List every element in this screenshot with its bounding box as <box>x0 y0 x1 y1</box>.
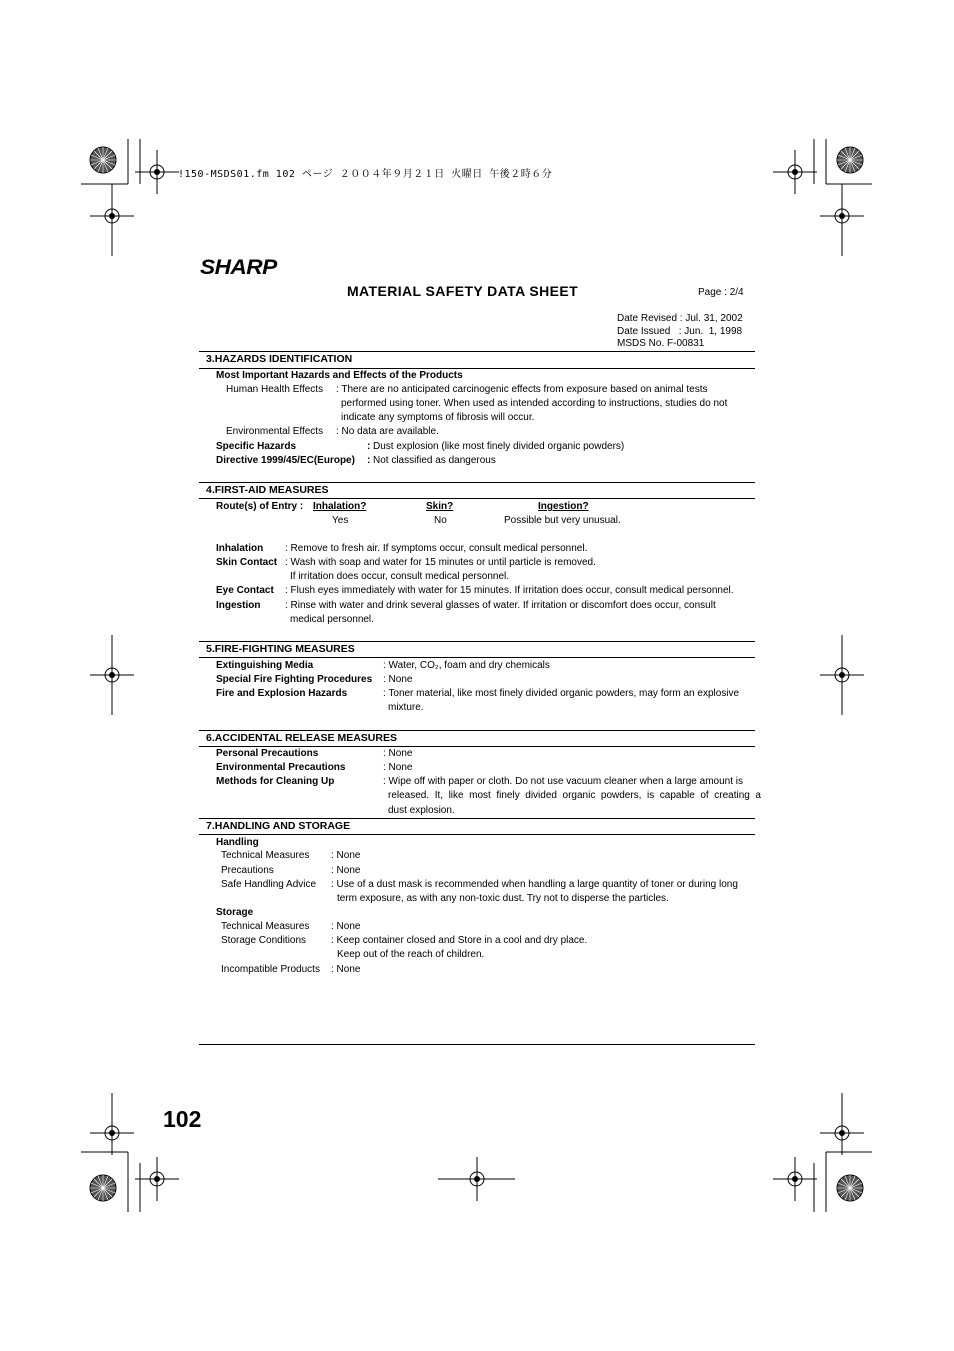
field-value: : None <box>331 850 361 861</box>
subsection-heading: Storage <box>216 907 254 918</box>
divider <box>199 818 755 819</box>
star-target-icon <box>837 147 863 173</box>
sharp-logo: SHARP <box>200 256 277 279</box>
field-value: : Wash with soap and water for 15 minutes or until particle is removed. <box>285 557 596 568</box>
field-label: Storage Conditions <box>221 935 307 946</box>
field-value: : Use of a dust mask is recommended when handling a large quantity of toner or during long <box>331 879 738 890</box>
field-label: Inhalation <box>216 543 264 554</box>
footer-divider <box>199 1044 755 1045</box>
field-label: Methods for Cleaning Up <box>216 776 335 787</box>
field-value: : There are no anticipated carcinogenic effects from exposure based on animal tests <box>336 384 708 395</box>
field-value: : None <box>331 865 361 876</box>
colon: : <box>367 455 371 466</box>
field-label: Personal Precautions <box>216 748 319 759</box>
field-label: Directive 1999/45/EC(Europe) <box>216 455 355 466</box>
section-heading: 5.FIRE-FIGHTING MEASURES <box>206 643 355 655</box>
cell-value: No <box>434 515 447 526</box>
document-title: MATERIAL SAFETY DATA SHEET <box>347 283 579 299</box>
file-header-line: !150-MSDS01.fm 102 ページ ２００４年９月２１日 火曜日 午後２時６分 <box>178 169 553 180</box>
field-value: performed using toner. When used as intended according to instructions, studies do not <box>341 398 728 409</box>
field-value: released. It, like most finely divided organic powders, is capable of creating a <box>388 790 761 801</box>
cell-value: Yes <box>332 515 349 526</box>
date-revised: Date Revised : Jul. 31, 2002 <box>617 313 743 324</box>
field-label: Technical Measures <box>221 850 310 861</box>
field-value: : Remove to fresh air. If symptoms occur, consult medical personnel. <box>285 543 588 554</box>
registration-mark-icon <box>773 1157 817 1201</box>
field-value: dust explosion. <box>388 805 455 816</box>
field-label: Precautions <box>221 865 274 876</box>
field-label: Route(s) of Entry : <box>216 501 304 512</box>
field-value: : Flush eyes immediately with water for 15 minutes. If irritation does occur, consult medical personnel. <box>285 585 734 596</box>
field-value: term exposure, as with any non-toxic dust. Try not to disperse the particles. <box>337 893 669 904</box>
field-value: : None <box>331 964 361 975</box>
field-value: : No data are available. <box>336 426 439 437</box>
field-value: Not classified as dangerous <box>373 455 496 466</box>
section-heading: 7.HANDLING AND STORAGE <box>206 820 351 832</box>
column-header: Ingestion? <box>538 501 589 512</box>
field-label: Safe Handling Advice <box>221 879 317 890</box>
column-header: Skin? <box>426 501 454 512</box>
field-value: mixture. <box>388 702 424 713</box>
field-value: : Keep container closed and Store in a cool and dry place. <box>331 935 588 946</box>
field-label: Environmental Precautions <box>216 762 346 773</box>
field-label: Eye Contact <box>216 585 274 596</box>
section-heading: 6.ACCIDENTAL RELEASE MEASURES <box>206 732 397 744</box>
subsection-heading: Handling <box>216 837 259 848</box>
field-label: Specific Hazards <box>216 441 297 452</box>
divider <box>199 730 755 731</box>
divider <box>199 641 755 642</box>
field-label: Skin Contact <box>216 557 278 568</box>
registration-mark-icon <box>773 150 817 194</box>
section-heading: 4.FIRST-AID MEASURES <box>206 484 329 496</box>
column-header: Inhalation? <box>313 501 367 512</box>
divider <box>199 834 755 835</box>
registration-mark-icon <box>135 150 179 194</box>
field-label: Special Fire Fighting Procedures <box>216 674 373 685</box>
subsection-heading: Most Important Hazards and Effects of the Products <box>216 370 463 381</box>
field-label: Human Health Effects <box>226 384 324 395</box>
page-label: Page : 2/4 <box>698 287 744 298</box>
field-value: : Water, CO₂, foam and dry chemicals <box>383 660 550 671</box>
msds-number: MSDS No. F-00831 <box>617 338 705 349</box>
field-value: If irritation does occur, consult medical personnel. <box>290 571 509 582</box>
cell-value: Possible but very unusual. <box>504 515 621 526</box>
field-value: : None <box>383 674 413 685</box>
divider <box>199 657 755 658</box>
divider <box>199 351 755 352</box>
star-target-icon <box>90 147 116 173</box>
field-value: : Wipe off with paper or cloth. Do not use vacuum cleaner when a large amount is <box>383 776 744 787</box>
field-value: Dust explosion (like most finely divided organic powders) <box>373 441 625 452</box>
field-label: Extinguishing Media <box>216 660 314 671</box>
colon: : <box>367 441 371 452</box>
field-value: indicate any symptoms of fibrosis will occur. <box>341 412 535 423</box>
date-issued: Date Issued : Jun. 1, 1998 <box>617 326 743 337</box>
registration-mark-icon <box>135 1157 179 1201</box>
page-number: 102 <box>163 1106 202 1132</box>
field-value: : None <box>383 762 413 773</box>
star-target-icon <box>837 1175 863 1201</box>
field-label: Incompatible Products <box>221 964 320 975</box>
field-label: Fire and Explosion Hazards <box>216 688 348 699</box>
divider <box>199 482 755 483</box>
field-label: Technical Measures <box>221 921 310 932</box>
field-value: : None <box>383 748 413 759</box>
field-label: Environmental Effects <box>226 426 324 437</box>
field-label: Ingestion <box>216 600 261 611</box>
field-value: : Toner material, like most finely divided organic powders, may form an explosive <box>383 688 740 699</box>
field-value: medical personnel. <box>290 614 374 625</box>
divider <box>199 498 755 499</box>
field-value: : None <box>331 921 361 932</box>
field-value: : Rinse with water and drink several glasses of water. If irritation or discomfort does occur, consult <box>285 600 716 611</box>
star-target-icon <box>90 1175 116 1201</box>
section-heading: 3.HAZARDS IDENTIFICATION <box>206 353 353 365</box>
field-value: Keep out of the reach of children. <box>337 949 485 960</box>
